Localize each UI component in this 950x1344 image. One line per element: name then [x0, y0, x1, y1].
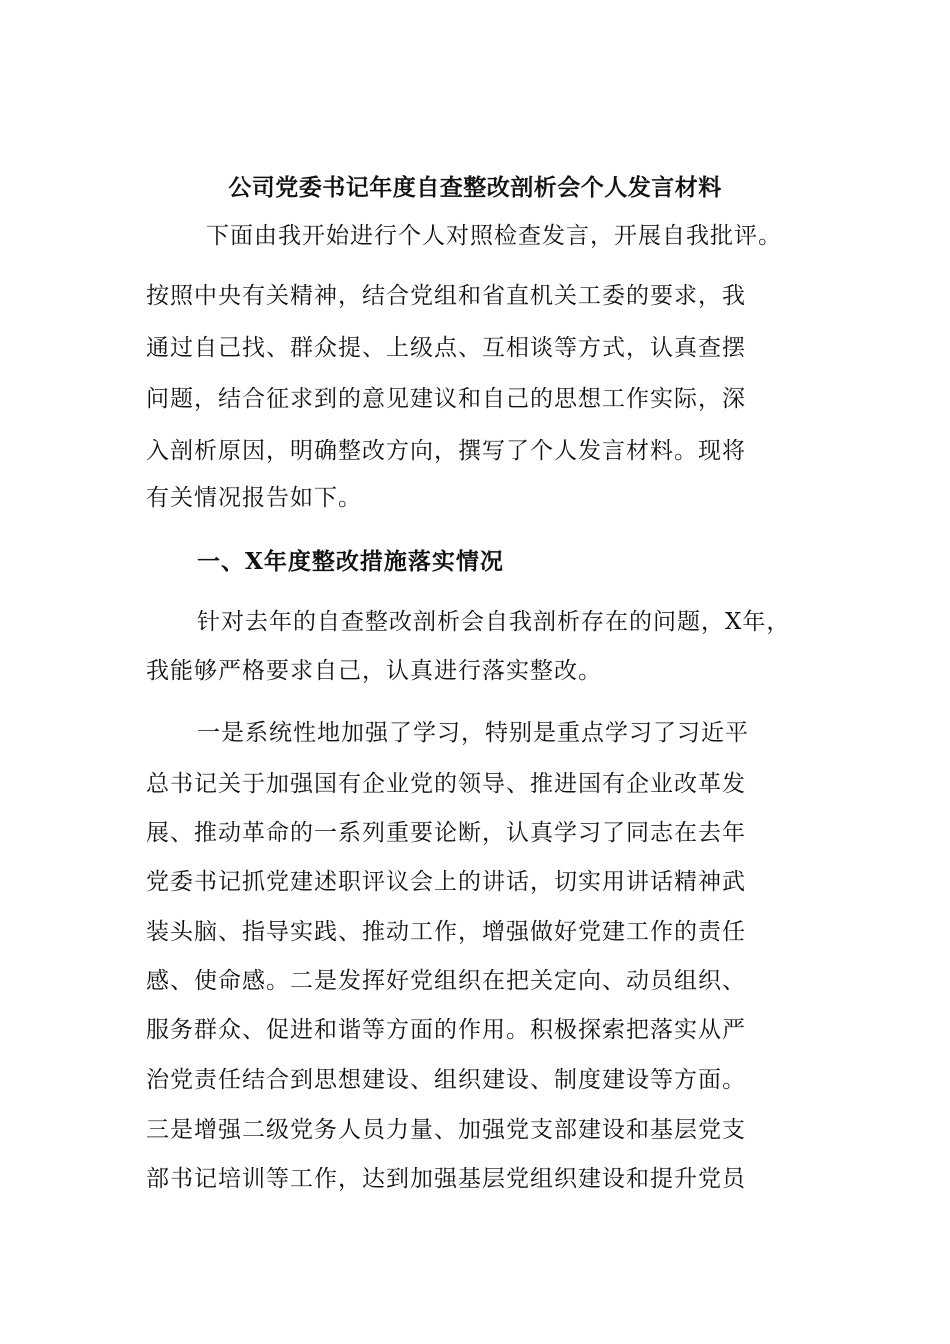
para2-line-4: 党委书记抓党建述职评议会上的讲话，切实用讲话精神武	[146, 869, 746, 895]
para2-line-2: 总书记关于加强国有企业党的领导、推进国有企业改革发	[146, 771, 746, 797]
document-title: 公司党委书记年度自查整改剖析会个人发言材料	[228, 174, 722, 201]
para2-line-10: 部书记培训等工作，达到加强基层党组织建设和提升党员	[146, 1166, 746, 1192]
para2-line-7: 服务群众、促进和谐等方面的作用。积极探索把落实从严	[146, 1017, 746, 1043]
para2-line-3: 展、推动革命的一系列重要论断，认真学习了同志在去年	[146, 820, 746, 846]
section-heading: 一、X年度整改措施落实情况	[197, 548, 504, 575]
para1-line-2: 我能够严格要求自己，认真进行落实整改。	[146, 658, 602, 684]
para2-line-5: 装头脑、指导实践、推动工作，增强做好党建工作的责任	[146, 919, 746, 945]
intro-line-4: 问题，结合征求到的意见建议和自己的思想工作实际，深	[146, 386, 746, 412]
para2-line-9: 三是增强二级党务人员力量、加强党支部建设和基层党支	[146, 1117, 746, 1143]
para1-line-1: 针对去年的自查整改剖析会自我剖析存在的问题，X年，	[197, 609, 791, 635]
intro-line-6: 有关情况报告如下。	[146, 485, 362, 511]
intro-line-5: 入剖析原因，明确整改方向，撰写了个人发言材料。现将	[146, 438, 746, 464]
para2-line-1: 一是系统性地加强了学习，特别是重点学习了习近平	[197, 720, 749, 746]
para2-line-6: 感、使命感。二是发挥好党组织在把关定向、动员组织、	[146, 968, 746, 994]
para2-line-8: 治党责任结合到思想建设、组织建设、制度建设等方面。	[146, 1067, 746, 1093]
intro-line-2: 按照中央有关精神，结合党组和省直机关工委的要求，我	[146, 283, 746, 309]
intro-line-1: 下面由我开始进行个人对照检查发言，开展自我批评。	[206, 223, 782, 249]
intro-line-3: 通过自己找、群众提、上级点、互相谈等方式，认真查摆	[146, 335, 746, 361]
